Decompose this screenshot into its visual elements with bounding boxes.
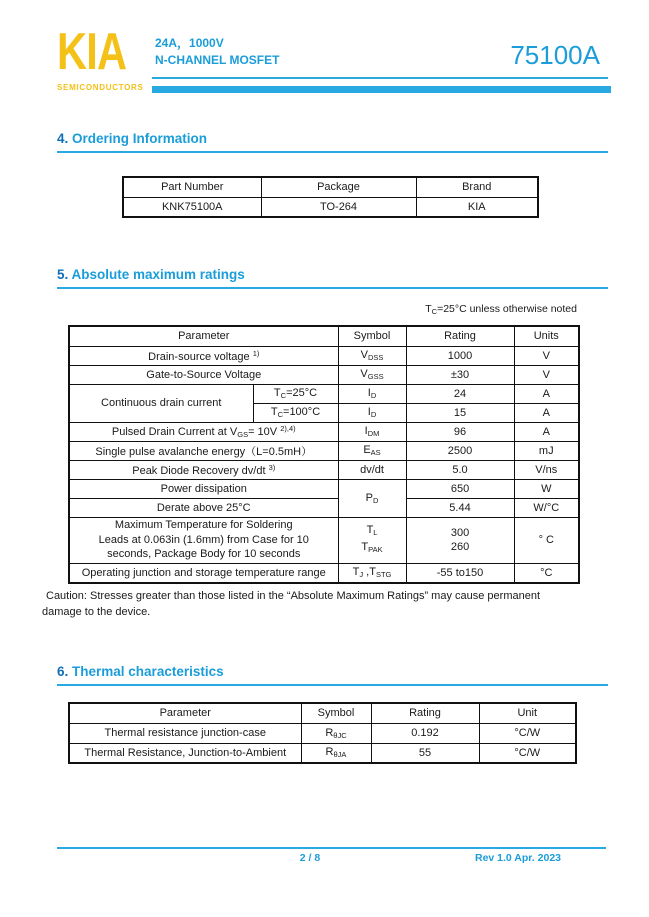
subscript: θJC	[333, 730, 347, 740]
amr-rating-cell: 96	[406, 422, 514, 441]
thermal-unit-cell: °C/W	[479, 723, 576, 743]
table-row	[69, 365, 579, 384]
amr-header-symbol: Symbol	[338, 326, 406, 346]
subscript: C	[277, 410, 284, 419]
section-heading-ordering	[57, 131, 207, 146]
subscript: C	[431, 307, 438, 316]
amr-param-cell: Gate-to-Source Voltage	[69, 365, 338, 384]
table-row	[69, 422, 579, 441]
ordering-cell-package: TO-264	[261, 197, 416, 217]
section-rule	[57, 287, 608, 289]
table-row	[69, 384, 579, 403]
table-header-row	[69, 326, 579, 346]
amr-param-cell: Continuous drain current	[69, 384, 253, 422]
amr-param-cell: Drain-source voltage $^{1)}$	[69, 346, 338, 365]
thermal-rating-cell: 55	[371, 743, 479, 763]
subtitle-line1: 24A，1000V	[155, 36, 224, 50]
superscript-note: 1)	[252, 348, 260, 358]
amr-header-rating: Rating	[406, 326, 514, 346]
amr-units-cell: V	[514, 346, 579, 365]
amr-condition-cell: TC=25°C	[253, 384, 338, 403]
table-row	[69, 743, 576, 763]
subscript: D	[372, 495, 379, 505]
amr-symbol-cell: VGSS	[338, 365, 406, 384]
ordering-header-package: Package	[261, 177, 416, 197]
thermal-table	[68, 702, 577, 764]
section-heading-amr	[57, 267, 245, 282]
amr-units-cell: A	[514, 422, 579, 441]
amr-units-cell: °C	[514, 563, 579, 583]
amr-rating-cell: 1000	[406, 346, 514, 365]
section-rule	[57, 151, 608, 153]
subscript: D	[370, 410, 377, 419]
amr-param-cell: Derate above 25°C	[69, 498, 338, 517]
amr-symbol-cell: TJ ,TSTG	[338, 563, 406, 583]
amr-units-cell: A	[514, 384, 579, 403]
amr-param-cell: Single pulse avalanche energy（L=0.5mH）	[69, 441, 338, 460]
amr-symbol-cell: PD	[338, 479, 406, 517]
ordering-header-part-number: Part Number	[123, 177, 261, 197]
section-title: Thermal characteristics	[72, 664, 224, 679]
amr-rating-cell: 5.44	[406, 498, 514, 517]
amr-rating-cell: -55 to150	[406, 563, 514, 583]
subscript: GSS	[367, 372, 384, 381]
amr-units-cell: W/°C	[514, 498, 579, 517]
table-row	[69, 563, 579, 583]
amr-rating-cell: 24	[406, 384, 514, 403]
thermal-header-rating: Rating	[371, 703, 479, 723]
subscript: θJA	[333, 750, 347, 760]
section-title: Ordering Information	[72, 131, 208, 146]
subscript: DM	[367, 429, 380, 438]
amr-units-cell: mJ	[514, 441, 579, 460]
amr-header-units: Units	[514, 326, 579, 346]
thermal-header-symbol: Symbol	[301, 703, 371, 723]
caution-note	[42, 589, 608, 620]
subscript: J	[359, 570, 364, 580]
thermal-header-parameter: Parameter	[69, 703, 301, 723]
footer-rule	[57, 847, 606, 849]
amr-param-cell: Peak Diode Recovery dv/dt $^{3)}$	[69, 460, 338, 479]
table-row	[69, 517, 579, 563]
ordering-table	[122, 176, 539, 218]
amr-symbol-cell: ID	[338, 403, 406, 422]
amr-param-cell: Power dissipation	[69, 479, 338, 498]
amr-param-cell: Operating junction and storage temperature range	[69, 563, 338, 583]
table-row	[69, 346, 579, 365]
thermal-unit-cell: °C/W	[479, 743, 576, 763]
caution-line1: Caution: Stresses greater than those listed in the “Absolute Maximum Ratings” may cause permanent	[46, 590, 541, 602]
amr-rating-cell: 2500	[406, 441, 514, 460]
amr-rating-cell: ±30	[406, 365, 514, 384]
section-number: 4.	[57, 131, 69, 146]
section-number: 6.	[57, 664, 69, 679]
footer-revision: Rev 1.0 Apr. 2023	[475, 852, 561, 864]
table-row	[69, 498, 579, 517]
amr-rating-cell: 5.0	[406, 460, 514, 479]
section-heading-thermal	[57, 664, 224, 679]
amr-units-cell: ° C	[514, 517, 579, 563]
amr-param-cell: Maximum Temperature for Soldering Leads at 0.063in (1.6mm) from Case for 10 seconds, Package Body for 10 seconds	[69, 517, 338, 563]
part-number-title: 75100A	[510, 40, 600, 70]
subscript: STG	[375, 570, 392, 580]
footer-page-number: 2 / 8	[299, 852, 321, 864]
amr-table	[68, 325, 580, 584]
ordering-header-brand: Brand	[416, 177, 538, 197]
subscript: C	[280, 391, 287, 400]
amr-symbol-cell: ID	[338, 384, 406, 403]
header-rule-thin	[152, 77, 608, 79]
table-row	[69, 723, 576, 743]
amr-param-cell: Pulsed Drain Current at VGS= 10V $^{2),4)}$	[69, 422, 338, 441]
amr-header-parameter: Parameter	[69, 326, 338, 346]
amr-rating-cell: 650	[406, 479, 514, 498]
amr-rating-cell: 15	[406, 403, 514, 422]
superscript-note: 2),4)	[280, 424, 296, 433]
table-row	[123, 197, 538, 217]
table-row	[69, 479, 579, 498]
amr-symbol-cell: IDM	[338, 422, 406, 441]
thermal-header-unit: Unit	[479, 703, 576, 723]
amr-units-cell: V/ns	[514, 460, 579, 479]
thermal-param-cell: Thermal resistance junction-case	[69, 723, 301, 743]
caution-line2: damage to the device.	[42, 605, 151, 618]
table-row	[69, 441, 579, 460]
table-header-row	[123, 177, 538, 197]
amr-rating-cell: 300 260	[406, 517, 514, 563]
amr-symbol-cell: TL TPAK	[338, 517, 406, 563]
section-number: 5.	[57, 267, 69, 282]
header-rule-thick	[152, 86, 611, 93]
amr-units-cell: A	[514, 403, 579, 422]
thermal-symbol-cell: RθJA	[301, 743, 371, 763]
condition-note: TC=25°C unless otherwise noted	[425, 303, 577, 316]
amr-symbol-cell: VDSS	[338, 346, 406, 365]
amr-units-cell: V	[514, 365, 579, 384]
ordering-cell-brand: KIA	[416, 197, 538, 217]
table-header-row	[69, 703, 576, 723]
product-subtitle	[155, 35, 279, 69]
subscript: GS	[237, 430, 249, 439]
thermal-rating-cell: 0.192	[371, 723, 479, 743]
subscript: PAK	[368, 545, 383, 554]
thermal-symbol-cell: RθJC	[301, 723, 371, 743]
amr-symbol-cell: EAS	[338, 441, 406, 460]
subscript: L	[373, 527, 378, 537]
section-title: Absolute maximum ratings	[71, 267, 245, 282]
logo-subtext: SEMICONDUCTORS	[57, 83, 144, 92]
amr-units-cell: W	[514, 479, 579, 498]
table-row	[69, 460, 579, 479]
subscript: AS	[370, 448, 381, 457]
section-rule	[57, 684, 608, 686]
subscript: DSS	[367, 353, 384, 362]
subscript: D	[370, 391, 377, 400]
superscript-note: 3)	[268, 462, 276, 472]
thermal-param-cell: Thermal Resistance, Junction-to-Ambient	[69, 743, 301, 763]
kia-logo: KIA	[57, 23, 127, 81]
subtitle-line2: N-CHANNEL MOSFET	[155, 53, 280, 67]
amr-condition-cell: TC=100°C	[253, 403, 338, 422]
ordering-cell-part-number: KNK75100A	[123, 197, 261, 217]
amr-symbol-cell: dv/dt	[338, 460, 406, 479]
